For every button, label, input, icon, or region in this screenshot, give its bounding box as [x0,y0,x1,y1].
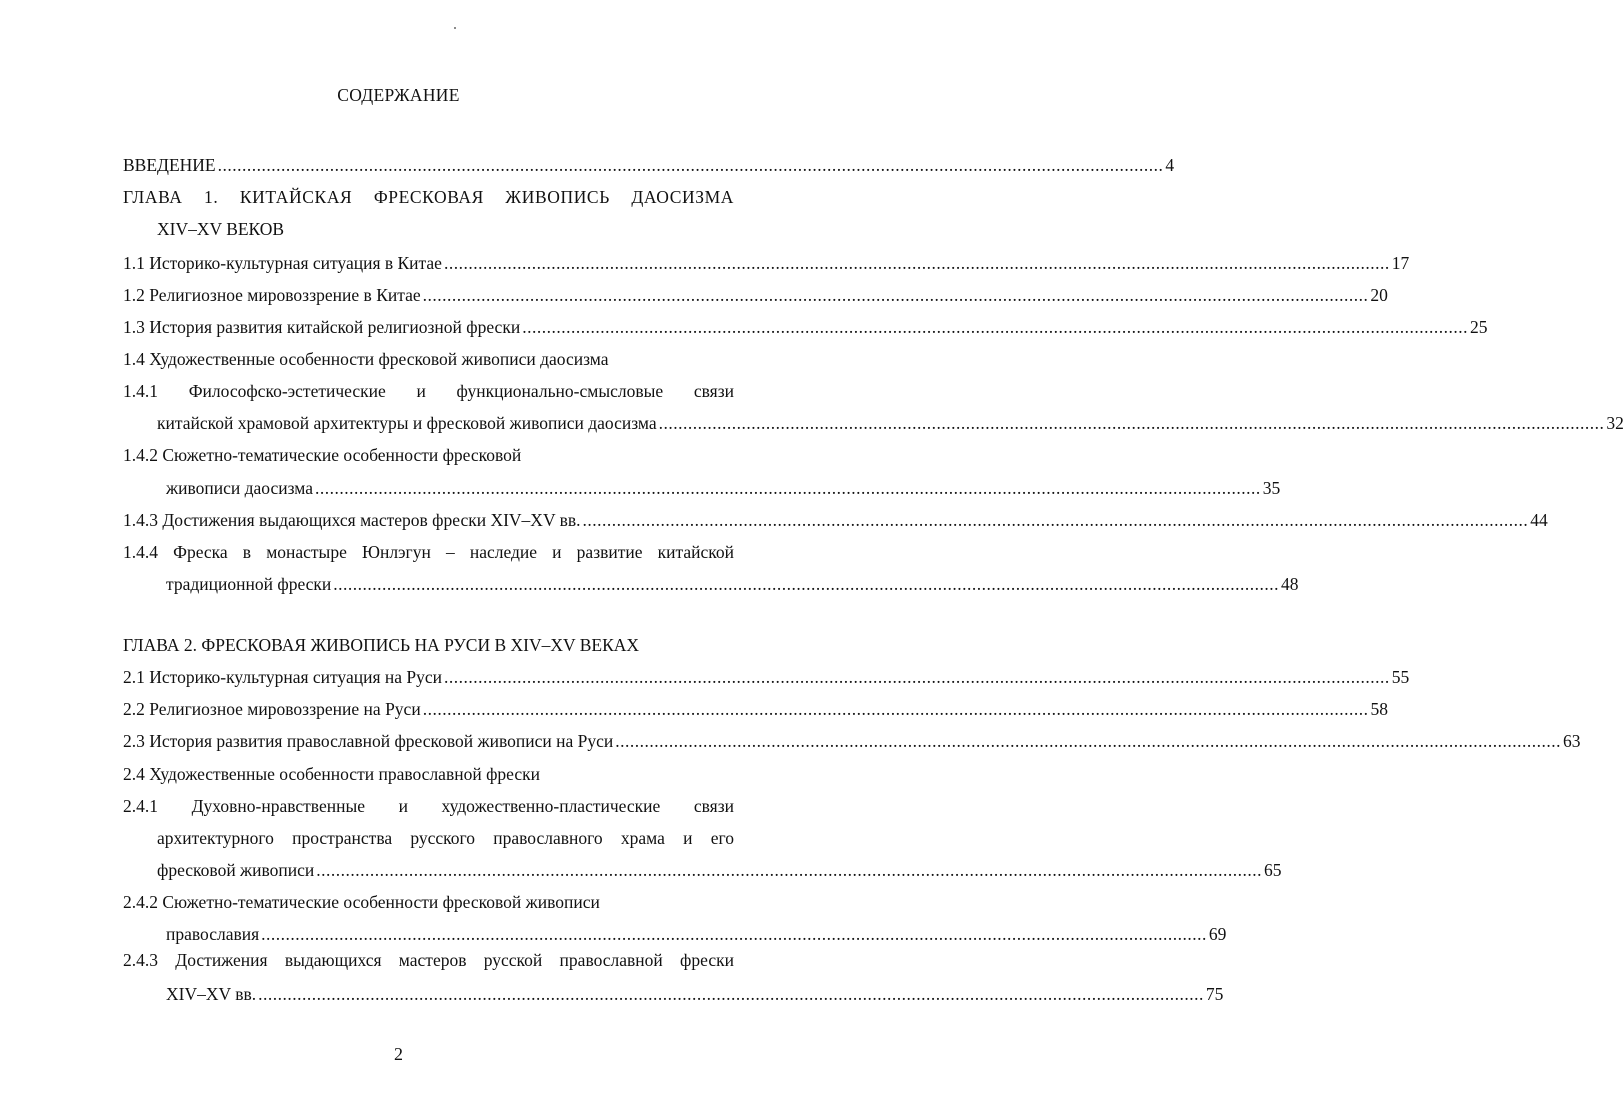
toc-leader-dots: .................................................................................................................................................................................................. [582,510,1529,530]
toc-entry-2-4-1-line3[interactable] [157,859,1282,881]
toc-page-number: 4 [1165,155,1175,175]
toc-entry-text: XIV–XV вв. [166,984,257,1004]
toc-entry-2-4[interactable]: 2.4 Художественные особенности православной фрески [123,764,540,784]
toc-page-number: 58 [1370,699,1388,719]
toc-entry-text: 2.2 Религиозное мировоззрение на Руси [123,699,421,719]
toc-page-number: 32 [1606,413,1624,433]
toc-entry-text: китайской храмовой архитектуры и фресковой живописи даосизма [157,413,657,433]
toc-entry-text: ВВЕДЕНИЕ [123,155,216,175]
toc-entry-1-3[interactable] [123,316,1488,338]
toc-entry-text: 1.4.3 Достижения выдающихся мастеров фрески XIV–XV вв. [123,510,581,530]
toc-entry-text: 1.3 История развития китайской религиозной фрески [123,317,521,337]
toc-entry-1-4-2-line2[interactable] [166,477,1281,499]
toc-leader-dots: .................................................................................................................................................................................................. [217,155,1164,175]
scan-speck [454,27,456,29]
toc-page-number: 63 [1562,731,1581,751]
toc-leader-dots: .................................................................................................................................................................................................. [443,253,1390,273]
toc-entry-1-4-1-line1[interactable]: 1.4.1 Философско-эстетические и функционально-смысловые связи [123,381,734,401]
toc-entry-2-4-2-line1[interactable]: 2.4.2 Сюжетно-тематические особенности фресковой живописи [123,892,600,912]
toc-entry-1-4-2-line1[interactable]: 1.4.2 Сюжетно-тематические особенности фресковой [123,445,522,465]
toc-leader-dots: .................................................................................................................................................................................................. [316,860,1263,880]
toc-entry-text: православия [166,924,260,944]
toc-page-number: 48 [1281,574,1299,594]
toc-leader-dots: .................................................................................................................................................................................................. [444,667,1390,687]
toc-chapter-2[interactable]: ГЛАВА 2. ФРЕСКОВАЯ ЖИВОПИСЬ НА РУСИ В XIV–XV ВЕКАХ [123,635,640,655]
toc-page-number: 25 [1469,317,1488,337]
toc-entry-text: традиционной фрески [166,574,332,594]
toc-entry-1-4[interactable]: 1.4 Художественные особенности фресковой живописи даосизма [123,349,609,369]
toc-entry-2-2[interactable] [123,698,1388,720]
toc-page-number: 20 [1370,285,1388,305]
toc-leader-dots: .................................................................................................................................................................................................. [261,924,1207,944]
toc-leader-dots: .................................................................................................................................................................................................. [422,699,1369,719]
toc-leader-dots: .................................................................................................................................................................................................. [333,574,1280,594]
toc-entry-text: 2.1 Историко-культурная ситуация на Руси [123,667,442,687]
toc-entry-1-4-3[interactable] [123,509,1548,531]
toc-page-number: 44 [1530,510,1548,530]
toc-leader-dots: .................................................................................................................................................................................................. [615,731,1561,751]
toc-entry-1-2[interactable] [123,284,1388,306]
toc-page-number: 65 [1264,860,1282,880]
toc-leader-dots: .................................................................................................................................................................................................. [522,317,1468,337]
page-title: СОДЕРЖАНИЕ [337,85,460,105]
toc-page-number: 17 [1391,253,1410,273]
toc-chapter-1-line2[interactable]: XIV–XV ВЕКОВ [157,219,285,239]
toc-entry-2-4-1-line2[interactable]: архитектурного пространства русского православного храма и его [157,828,734,848]
toc-entry-text: 1.1 Историко-культурная ситуация в Китае [123,253,442,273]
toc-entry-1-4-4-line1[interactable]: 1.4.4 Фреска в монастыре Юнлэгун – наследие и развитие китайской [123,542,734,562]
toc-chapter-1-line1[interactable]: ГЛАВА 1. КИТАЙСКАЯ ФРЕСКОВАЯ ЖИВОПИСЬ ДАОСИЗМА [123,187,734,207]
toc-entry-1-4-1-line2[interactable] [157,412,1624,434]
toc-entry-text: 2.3 История развития православной фресковой живописи на Руси [123,731,614,751]
toc-entry-2-1[interactable] [123,666,1410,688]
toc-leader-dots: .................................................................................................................................................................................................. [314,478,1261,498]
toc-entry-intro[interactable] [123,154,1175,176]
toc-entry-2-4-3-line1[interactable]: 2.4.3 Достижения выдающихся мастеров русской православной фрески [123,950,734,970]
toc-entry-2-4-2-line2[interactable] [166,923,1227,945]
toc-entry-2-4-1-line1[interactable]: 2.4.1 Духовно-нравственные и художественно-пластические связи [123,796,734,816]
toc-entry-text: 1.2 Религиозное мировоззрение в Китае [123,285,421,305]
toc-entry-text: живописи даосизма [166,478,313,498]
toc-page-number: 55 [1391,667,1410,687]
toc-entry-1-4-4-line2[interactable] [166,573,1299,595]
toc-page-number: 75 [1205,984,1224,1004]
toc-leader-dots: .................................................................................................................................................................................................. [258,984,1204,1004]
toc-entry-text: фресковой живописи [157,860,315,880]
page-number: 2 [394,1044,403,1064]
toc-entry-2-4-3-line2[interactable] [166,983,1224,1005]
toc-entry-2-3[interactable] [123,730,1581,752]
toc-page-number: 35 [1262,478,1281,498]
toc-leader-dots: .................................................................................................................................................................................................. [658,413,1605,433]
toc-page-number: 69 [1208,924,1227,944]
toc-leader-dots: .................................................................................................................................................................................................. [422,285,1369,305]
toc-entry-1-1[interactable] [123,252,1410,274]
